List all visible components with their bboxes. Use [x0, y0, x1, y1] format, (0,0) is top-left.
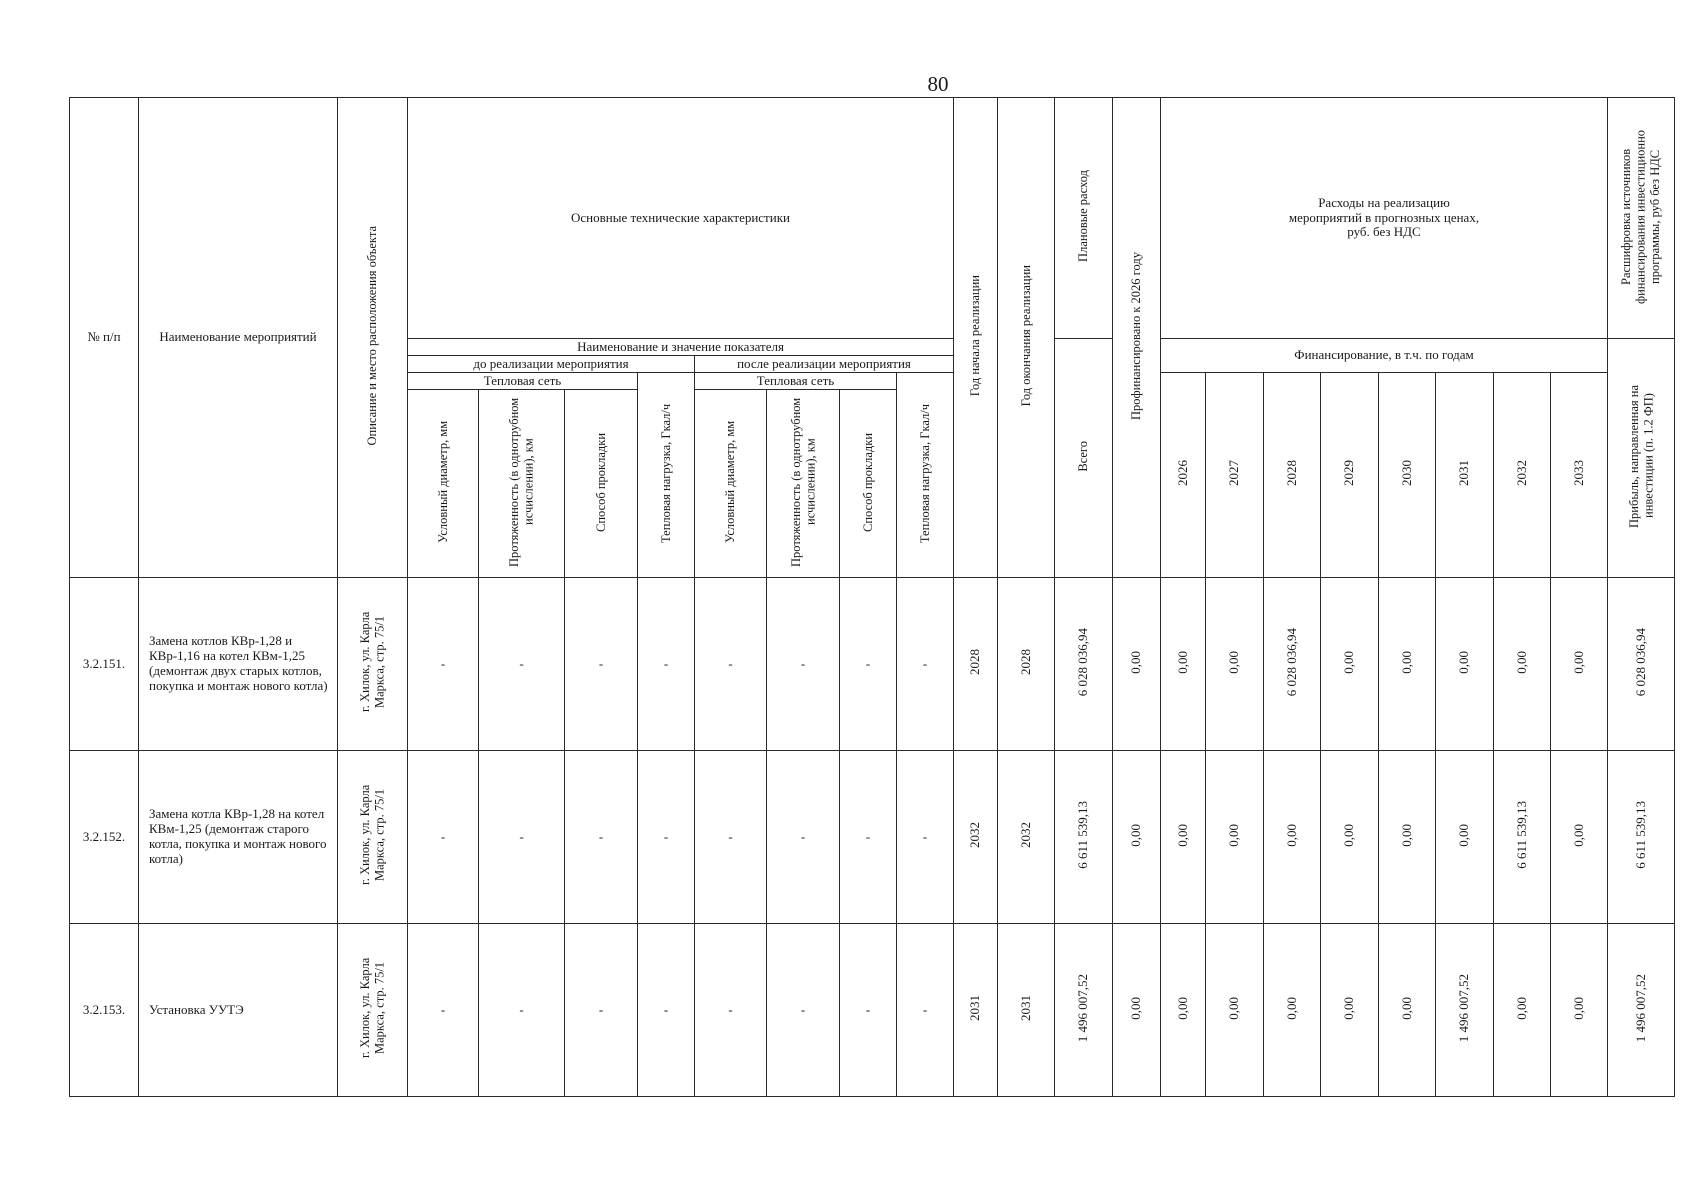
row-year-value: 6 028 036,94	[1264, 578, 1321, 751]
header-heat-net-after: Тепловая сеть	[695, 373, 897, 390]
header-year-2033: 2033	[1551, 373, 1608, 578]
row-profit: 6 611 539,13	[1608, 751, 1675, 924]
row-year-value: 0,00	[1264, 924, 1321, 1097]
row-year-value: 0,00	[1379, 751, 1436, 924]
row-year-value: 0,00	[1551, 578, 1608, 751]
row-year-value: 0,00	[1321, 924, 1379, 1097]
header-year-2028: 2028	[1264, 373, 1321, 578]
header-year-2030: 2030	[1379, 373, 1436, 578]
header-before: до реализации мероприятия	[408, 356, 695, 373]
table-row	[70, 751, 1675, 924]
row-total: 1 496 007,52	[1055, 924, 1113, 1097]
row-year-value: 0,00	[1494, 924, 1551, 1097]
row-year-value: 0,00	[1436, 751, 1494, 924]
header-total: Всего	[1055, 339, 1113, 578]
row-tech-cell: -	[638, 751, 695, 924]
row-year-value: 6 611 539,13	[1494, 751, 1551, 924]
row-end-year: 2028	[998, 578, 1055, 751]
investment-program-table	[69, 97, 1675, 1097]
row-year-value: 0,00	[1321, 578, 1379, 751]
row-tech-cell: -	[897, 751, 954, 924]
header-prefinanced: Профинансировано к 2026 году	[1113, 98, 1161, 578]
header-year-2029: 2029	[1321, 373, 1379, 578]
row-tech-cell: -	[840, 924, 897, 1097]
header-sources: Расшифровка источников финансирования инвестиционно программы, руб без НДС	[1608, 98, 1675, 339]
header-load-before: Тепловая нагрузка, Гкал/ч	[638, 373, 695, 578]
page-number: 80	[927, 72, 949, 96]
header-num: № п/п	[70, 98, 139, 578]
header-year-2031: 2031	[1436, 373, 1494, 578]
row-tech-cell: -	[479, 751, 565, 924]
header-indicator: Наименование и значение показателя	[408, 339, 954, 356]
row-year-value: 0,00	[1206, 924, 1264, 1097]
header-main-tech: Основные технические характеристики	[408, 98, 954, 339]
header-start-year: Год начала реализации	[954, 98, 998, 578]
row-total: 6 611 539,13	[1055, 751, 1113, 924]
row-year-value: 0,00	[1379, 578, 1436, 751]
row-year-value: 0,00	[1264, 751, 1321, 924]
row-tech-cell: -	[897, 924, 954, 1097]
header-planned: Плановые расход	[1055, 98, 1113, 339]
row-year-value: 0,00	[1551, 751, 1608, 924]
row-tech-cell: -	[695, 578, 767, 751]
header-name: Наименование мероприятий	[139, 98, 338, 578]
row-start-year: 2028	[954, 578, 998, 751]
row-tech-cell: -	[479, 924, 565, 1097]
row-location: г. Хилок, ул. Карла Маркса, стр. 75/1	[338, 751, 408, 924]
header-location: Описание и место расположения объекта	[338, 98, 408, 578]
header-heat-net-before: Тепловая сеть	[408, 373, 638, 390]
table-row	[70, 924, 1675, 1097]
row-year-value: 0,00	[1379, 924, 1436, 1097]
row-prefinanced: 0,00	[1113, 578, 1161, 751]
header-profit: Прибыль, направленная на инвестиции (п. 1.2 ФП)	[1608, 339, 1675, 578]
row-location: г. Хилок, ул. Карла Маркса, стр. 75/1	[338, 924, 408, 1097]
header-method-before: Способ прокладки	[565, 390, 638, 578]
row-year-value: 0,00	[1436, 578, 1494, 751]
row-year-value: 0,00	[1321, 751, 1379, 924]
header-diameter-after: Условный диаметр, мм	[695, 390, 767, 578]
table-row	[70, 578, 1675, 751]
row-total: 6 028 036,94	[1055, 578, 1113, 751]
row-year-value: 0,00	[1161, 751, 1206, 924]
row-year-value: 0,00	[1161, 924, 1206, 1097]
header-end-year: Год окончания реализации	[998, 98, 1055, 578]
row-prefinanced: 0,00	[1113, 751, 1161, 924]
row-num: 3.2.151.	[70, 578, 139, 751]
header-year-2026: 2026	[1161, 373, 1206, 578]
row-year-value: 0,00	[1206, 751, 1264, 924]
row-tech-cell: -	[638, 578, 695, 751]
row-tech-cell: -	[638, 924, 695, 1097]
header-diameter-before: Условный диаметр, мм	[408, 390, 479, 578]
row-tech-cell: -	[897, 578, 954, 751]
row-tech-cell: -	[408, 924, 479, 1097]
row-tech-cell: -	[695, 751, 767, 924]
row-end-year: 2032	[998, 751, 1055, 924]
row-prefinanced: 0,00	[1113, 924, 1161, 1097]
row-year-value: 1 496 007,52	[1436, 924, 1494, 1097]
header-financing: Финансирование, в т.ч. по годам	[1161, 339, 1608, 373]
header-load-after: Тепловая нагрузка, Гкал/ч	[897, 373, 954, 578]
row-year-value: 0,00	[1161, 578, 1206, 751]
row-name: Замена котла КВр-1,28 на котел КВм-1,25 (демонтаж старого котла, покупка и монтаж нового котла)	[139, 751, 338, 924]
row-num: 3.2.153.	[70, 924, 139, 1097]
header-length-before: Протяженность (в однотрубном исчислении), км	[479, 390, 565, 578]
row-tech-cell: -	[767, 578, 840, 751]
row-start-year: 2032	[954, 751, 998, 924]
row-start-year: 2031	[954, 924, 998, 1097]
row-tech-cell: -	[840, 751, 897, 924]
row-tech-cell: -	[767, 751, 840, 924]
row-tech-cell: -	[767, 924, 840, 1097]
row-tech-cell: -	[565, 751, 638, 924]
header-year-2027: 2027	[1206, 373, 1264, 578]
row-tech-cell: -	[408, 578, 479, 751]
header-expenses: Расходы на реализацию мероприятий в прогнозных ценах, руб. без НДС	[1161, 98, 1608, 339]
row-profit: 6 028 036,94	[1608, 578, 1675, 751]
row-year-value: 0,00	[1494, 578, 1551, 751]
header-year-2032: 2032	[1494, 373, 1551, 578]
row-tech-cell: -	[565, 578, 638, 751]
row-tech-cell: -	[840, 578, 897, 751]
row-tech-cell: -	[479, 578, 565, 751]
row-profit: 1 496 007,52	[1608, 924, 1675, 1097]
row-name: Замена котлов КВр-1,28 и КВр-1,16 на котел КВм-1,25 (демонтаж двух старых котлов, покупка и монтаж нового котла)	[139, 578, 338, 751]
row-tech-cell: -	[408, 751, 479, 924]
row-num: 3.2.152.	[70, 751, 139, 924]
header-method-after: Способ прокладки	[840, 390, 897, 578]
row-location: г. Хилок, ул. Карла Маркса, стр. 75/1	[338, 578, 408, 751]
row-name: Установка УУТЭ	[139, 924, 338, 1097]
header-length-after: Протяженность (в однотрубном исчислении), км	[767, 390, 840, 578]
row-tech-cell: -	[565, 924, 638, 1097]
row-tech-cell: -	[695, 924, 767, 1097]
header-after: после реализации мероприятия	[695, 356, 954, 373]
row-end-year: 2031	[998, 924, 1055, 1097]
row-year-value: 0,00	[1551, 924, 1608, 1097]
row-year-value: 0,00	[1206, 578, 1264, 751]
